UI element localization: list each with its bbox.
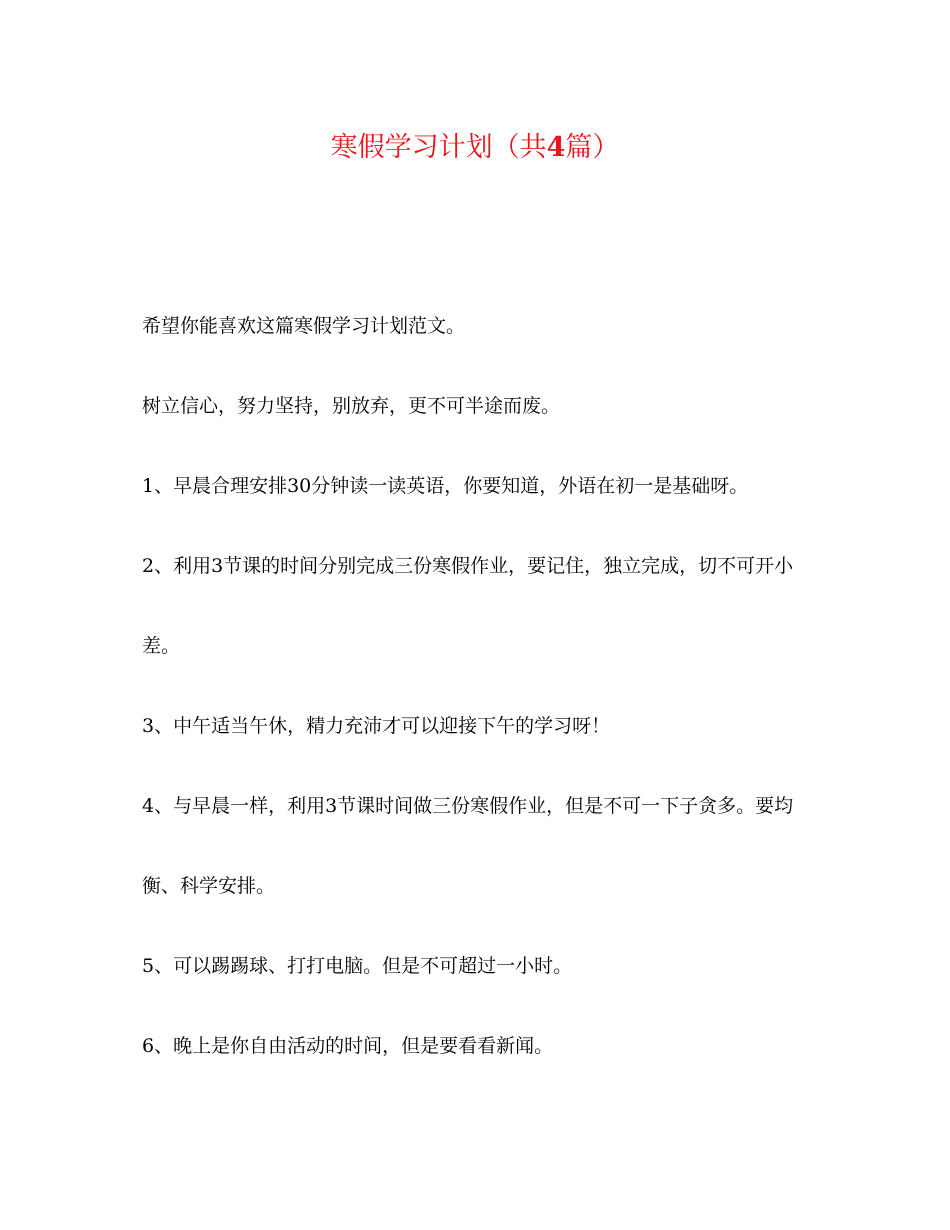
paragraph-motto: 树立信心，努力坚持，别放弃，更不可半途而废。 [142, 395, 561, 417]
list-item: 1、早晨合理安排30分钟读一读英语，你要知道，外语在初一是基础呀。 [142, 475, 749, 497]
list-item: 2、利用3节课的时间分别完成三份寒假作业，要记住，独立完成，切不可开小差。 [142, 555, 794, 657]
list-item: 6、晚上是你自由活动的时间，但是要看看新闻。 [142, 1035, 554, 1057]
document-title [0, 128, 950, 168]
title-prefix: 寒假学习计划（共 [330, 132, 547, 163]
list-item: 4、与早晨一样，利用3节课时间做三份寒假作业，但是不可一下子贪多。要均衡、科学安排。 [142, 795, 794, 897]
list-item: 5、可以踢踢球、打打电脑。但是不可超过一小时。 [142, 955, 573, 977]
document-body [142, 286, 822, 1086]
title-suffix: 篇） [565, 132, 620, 163]
paragraph-intro: 希望你能喜欢这篇寒假学习计划范文。 [142, 315, 466, 337]
title-number: 4 [546, 132, 566, 163]
list-item: 3、中午适当午休，精力充沛才可以迎接下午的学习呀！ [142, 715, 611, 737]
